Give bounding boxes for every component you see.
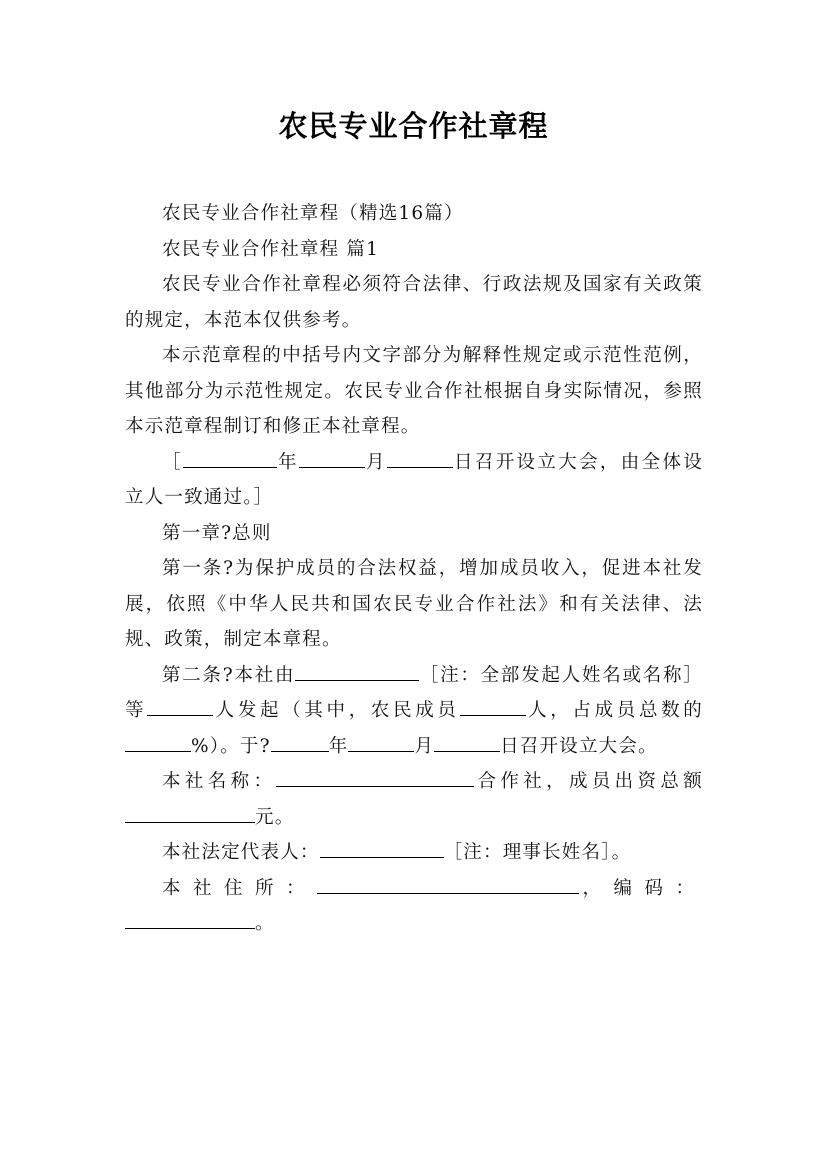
article-2-month-blank: [348, 735, 414, 752]
document-body: [125, 196, 703, 942]
society-name-blank: [276, 770, 474, 787]
article-2: [125, 658, 703, 765]
meeting-paragraph: [125, 445, 703, 516]
paragraph-2: 本示范章程的中括号内文字部分为解释性规定或示范性范例，其他部分为示范性规定。农民专业合作社根据自身实际情况，参照本示范章程制订和修正本社章程。: [125, 345, 703, 437]
society-name-label: 本社名称：: [162, 771, 277, 792]
address-line: [125, 871, 703, 942]
article-2-part-b: ［注：全部发起人姓名或名称］等: [125, 664, 703, 721]
address-blank: [317, 877, 579, 894]
article-2-part-h: 日召开设立大会。: [500, 735, 658, 757]
document-title: 农民专业合作社章程: [278, 109, 549, 143]
founders-blank: [295, 664, 419, 681]
meeting-rest: 日召开设立大会，由全体设立人一致通过。］: [125, 451, 704, 508]
legal-rep-line: [125, 835, 703, 871]
chapter-heading: 农民专业合作社章程 篇1: [162, 238, 380, 260]
paragraph-1: 农民专业合作社章程必须符合法律、行政法规及国家有关政策的规定，本范本仅供参考。: [125, 274, 703, 331]
article-2-part-d: 人，占成员总数的: [525, 700, 703, 721]
farmer-count-blank: [460, 699, 526, 716]
year-blank: [183, 451, 277, 468]
day-blank: [387, 451, 453, 468]
subtitle: 农民专业合作社章程（精选16篇）: [162, 203, 464, 224]
capital-blank: [125, 806, 255, 823]
article-1: 第一条?为保护成员的合法权益，增加成员收入，促进本社发展，依照《中华人民共和国农民专业合作社法》和有关法律、法规、政策，制定本章程。: [125, 558, 703, 650]
founder-count-blank: [147, 699, 213, 716]
article-2-part-e: %）。于?: [191, 735, 271, 757]
postcode-label: ，编码：: [578, 877, 703, 899]
society-name-part-b: 合作社，成员出资总额: [474, 771, 703, 792]
legal-rep-blank: [320, 841, 444, 858]
article-2-month-label: 月: [414, 735, 435, 757]
address-label: 本社住所：: [162, 877, 317, 899]
month-blank: [299, 451, 365, 468]
chapter-1-heading: 第一章?总则: [162, 522, 272, 544]
article-2-part-c: 人发起（其中，农民成员: [213, 700, 460, 721]
address-end: 。: [255, 913, 275, 934]
society-name-line: [125, 764, 703, 835]
article-2-year-blank: [271, 735, 329, 752]
legal-rep-label: 本社法定代表人：: [162, 842, 320, 863]
month-label: 月: [364, 451, 387, 473]
open-bracket: ［: [162, 451, 183, 473]
article-2-part-a: 第二条?本社由: [162, 664, 296, 686]
capital-unit: 元。: [255, 806, 295, 828]
postcode-blank: [125, 912, 255, 929]
percent-blank: [125, 735, 191, 752]
article-2-day-blank: [434, 735, 500, 752]
year-label: 年: [276, 451, 299, 473]
article-2-year-label: 年: [328, 735, 349, 757]
legal-rep-note: ［注：理事长姓名］。: [443, 842, 632, 863]
